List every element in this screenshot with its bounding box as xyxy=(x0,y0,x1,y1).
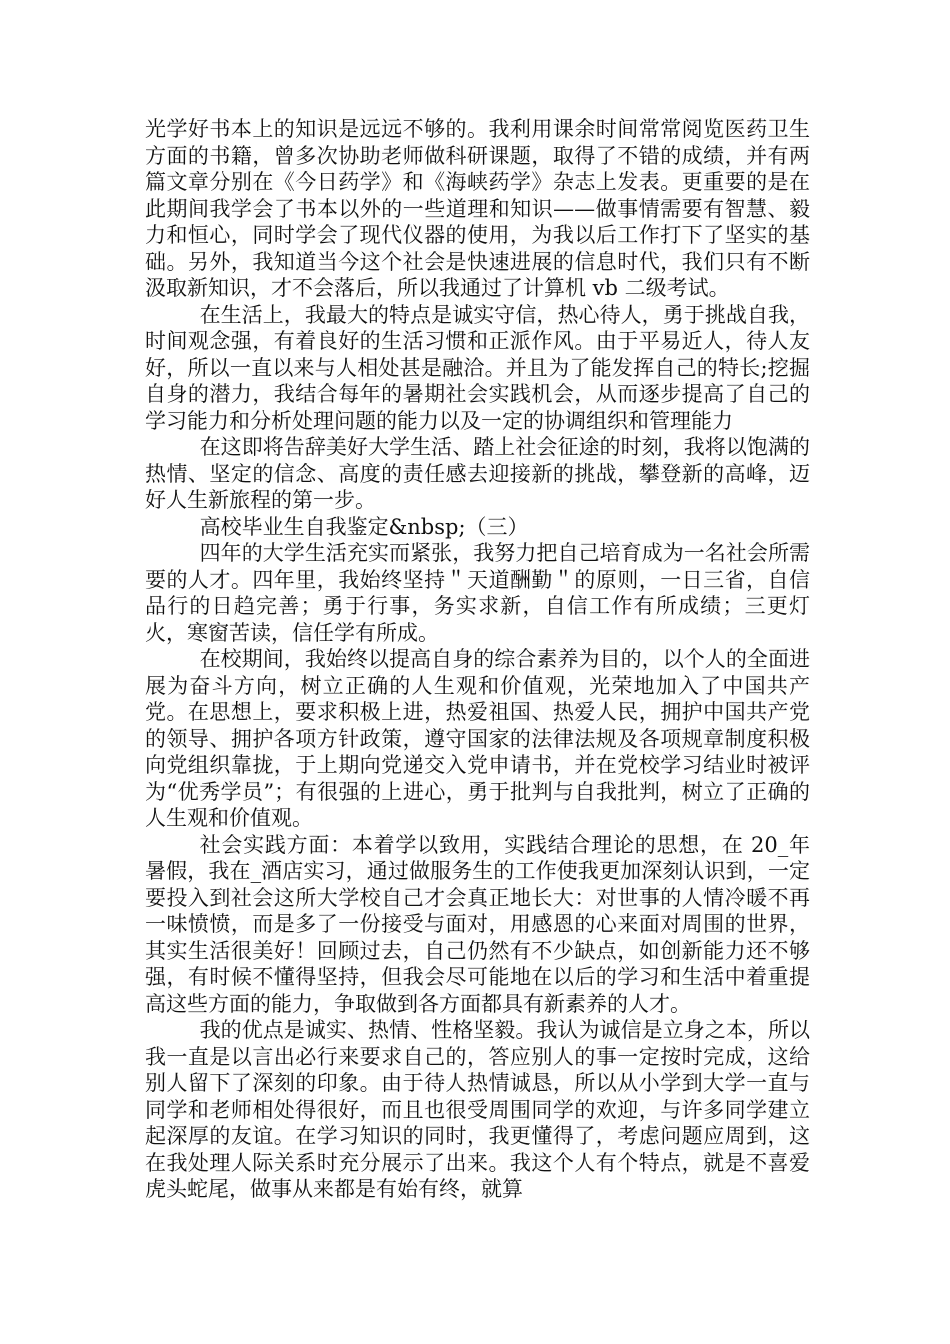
paragraph-practice: 社会实践方面：本着学以致用，实践结合理论的思想，在 20_年暑假，我在_酒店实习，通过做服务生的工作使我更加深刻认识到，一定要投入到社会这所大学校自己才会真正地长大：对世事的人情冷暖不再一味愤愤，而是多了一份接受与面对，用感恩的心来面对周围的世界，其实生活很美好！回顾过去，自己仍然有不少缺点，如创新能力还不够强，有时候不懂得坚持，但我会尽可能地在以后的学习和生活中着重提高这些方面的能力，争取做到各方面都具有新素养的人才。 xyxy=(145,832,810,1016)
paragraph-school: 在校期间，我始终以提高自身的综合素养为目的，以个人的全面进展为奋斗方向，树立正确的人生观和价值观，光荣地加入了中国共产党。在思想上，要求积极上进，热爱祖国、热爱人民，拥护中国共产党的领导、拥护各项方针政策，遵守国家的法律法规及各项规章制度积极向党组织靠拢，于上期向党递交入党申请书，并在党校学习结业时被评为“优秀学员”；有很强的上进心，勇于批判与自我批判，树立了正确的人生观和价值观。 xyxy=(145,647,810,830)
document-body xyxy=(145,116,810,1203)
paragraph-life: 在生活上，我最大的特点是诚实守信，热心待人，勇于挑战自我，时间观念强，有着良好的生活习惯和正派作风。由于平易近人，待人友好，所以一直以来与人相处甚是融洽。并且为了能发挥自己的特长;挖掘自身的潜力，我结合每年的暑期社会实践机会，从而逐步提高了自己的学习能力和分析处理问题的能力以及一定的协调组织和管理能力 xyxy=(145,302,810,433)
paragraph-four-years: 四年的大学生活充实而紧张，我努力把自己培育成为一名社会所需要的人才。四年里，我始终坚持＂天道酬勤＂的原则，一日三省，自信品行的日趋完善；勇于行事，务实求新，自信工作有所成绩；三更灯火，寒窗苦读，信任学有所成。 xyxy=(145,541,810,645)
paragraph-continuation: 光学好书本上的知识是远远不够的。我利用课余时间常常阅览医药卫生方面的书籍，曾多次协助老师做科研课题，取得了不错的成绩，并有两篇文章分别在《今日药学》和《海峡药学》杂志上发表。更重要的是在此期间我学会了书本以外的一些道理和知识——做事情需要有智慧、毅力和恒心，同时学会了现代仪器的使用，为我以后工作打下了坚实的基础。另外，我知道当今这个社会是快速进展的信息时代，我们只有不断汲取新知识，才不会落后，所以我通过了计算机 vb 二级考试。 xyxy=(145,117,810,300)
paragraph-strengths: 我的优点是诚实、热情、性格坚毅。我认为诚信是立身之本，所以我一直是以言出必行来要求自己的，答应别人的事一定按时完成，这给别人留下了深刻的印象。由于待人热情诚恳，所以从小学到大学一直与同学和老师相处得很好，而且也很受周围同学的欢迎，与许多同学建立起深厚的友谊。在学习知识的同时，我更懂得了，考虑问题应周到，这在我处理人际关系时充分展示了出来。我这个人有个特点，就是不喜爱虎头蛇尾，做事从来都是有始有终，就算 xyxy=(145,1018,810,1201)
paragraph-farewell: 在这即将告辞美好大学生活、踏上社会征途的时刻，我将以饱满的热情、坚定的信念、高度的责任感去迎接新的挑战，攀登新的高峰，迈好人生新旅程的第一步。 xyxy=(145,435,810,512)
section-heading: 高校毕业生自我鉴定&nbsp;（三） xyxy=(199,514,529,539)
